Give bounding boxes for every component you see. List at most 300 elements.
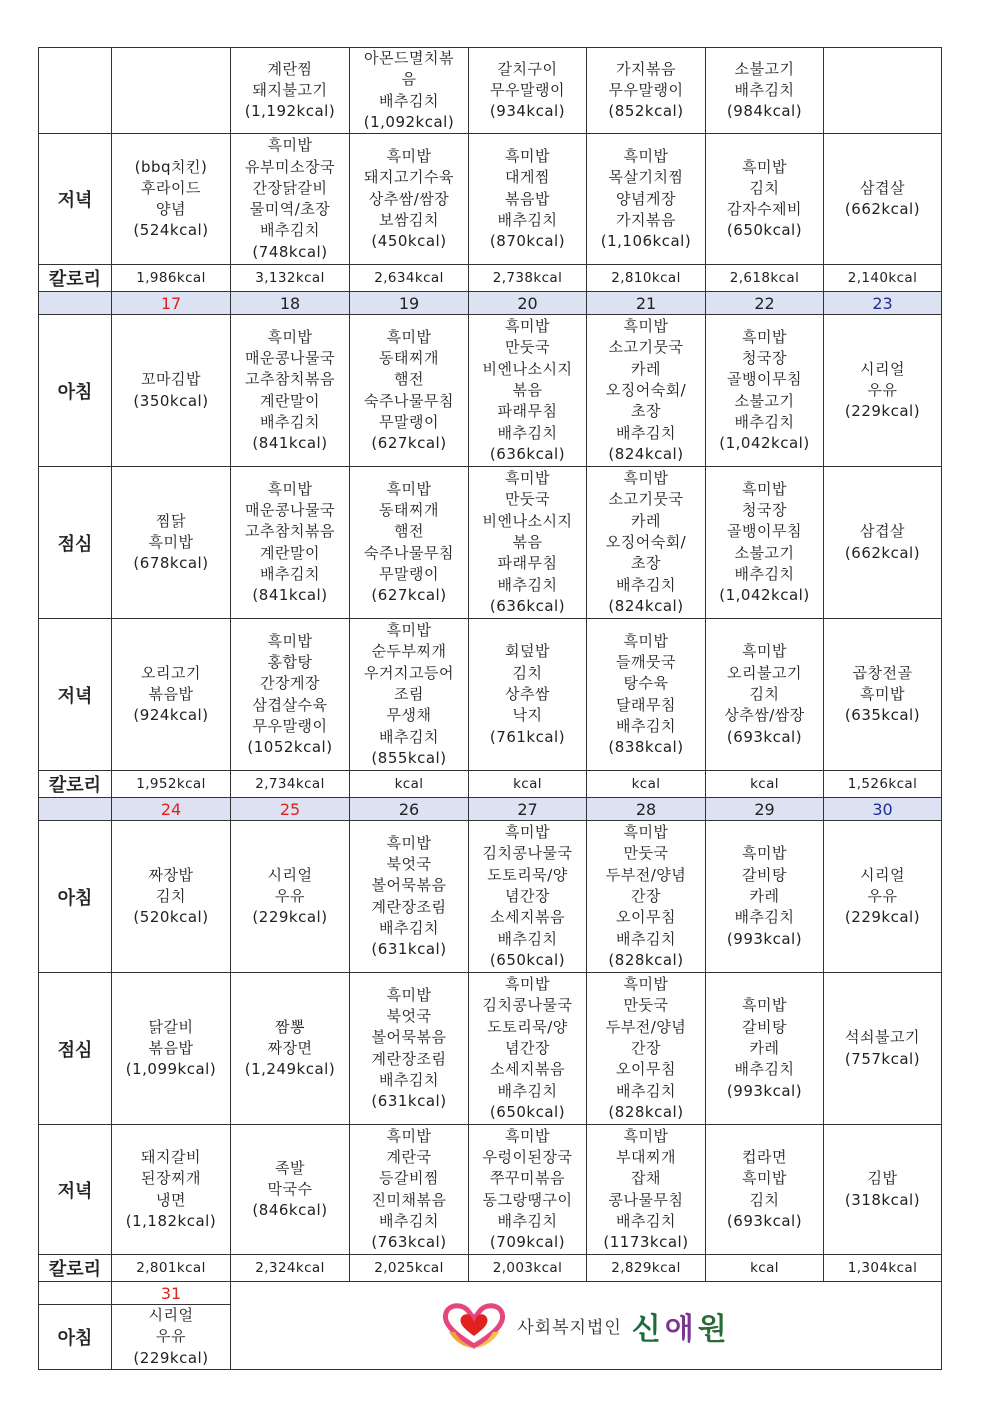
menu-item: 배추김치 bbox=[497, 1211, 558, 1230]
menu-item: 갈비탕 bbox=[742, 1017, 787, 1036]
menu-item: 소세지볶음 bbox=[490, 1060, 565, 1079]
meal-cell bbox=[706, 619, 824, 771]
menu-item: 북엇국 bbox=[386, 855, 432, 874]
menu-item: 오징어숙회/ bbox=[605, 533, 687, 552]
meal-cell bbox=[350, 134, 469, 265]
menu-item: (748kcal) bbox=[252, 242, 328, 261]
menu-item: 배추김치 bbox=[379, 1070, 439, 1089]
meal-cell bbox=[469, 821, 587, 973]
menu-item: 배추김치 bbox=[497, 1081, 558, 1100]
menu-item: 상추쌈/쌈장 bbox=[368, 189, 450, 208]
meal-cell bbox=[706, 134, 824, 265]
menu-item: 아몬드멸치볶 bbox=[364, 49, 454, 67]
menu-item: (520kcal) bbox=[133, 908, 209, 927]
menu-item: 우렁이된장국 bbox=[482, 1148, 573, 1167]
menu-item: 볶음밥 bbox=[148, 685, 194, 704]
date-cell: 20 bbox=[469, 292, 587, 315]
date-corner bbox=[39, 1282, 112, 1305]
date-corner bbox=[39, 292, 112, 315]
menu-item: 삼겹살 bbox=[860, 178, 905, 197]
menu-item: 계란말이 bbox=[260, 543, 320, 562]
menu-item: 흑미밥 bbox=[386, 146, 432, 165]
row-label bbox=[39, 48, 112, 134]
menu-item: 파래무침 bbox=[497, 402, 558, 421]
menu-item: 짜장면 bbox=[267, 1039, 313, 1058]
menu-item: 후라이드 bbox=[141, 178, 201, 197]
meal-cell bbox=[231, 467, 350, 619]
menu-item: 보쌈김치 bbox=[379, 210, 439, 229]
meal-cell bbox=[350, 467, 469, 619]
menu-item: 짬뽕 bbox=[275, 1017, 305, 1036]
calorie-total: 2,801kcal bbox=[112, 1255, 231, 1282]
menu-item: 흑미밥 bbox=[623, 631, 669, 650]
calorie-total: 2,738kcal bbox=[469, 265, 587, 292]
menu-item: (662kcal) bbox=[844, 200, 921, 219]
menu-item: (627kcal) bbox=[371, 586, 447, 605]
menu-item: 흑미밥 bbox=[742, 996, 787, 1015]
menu-item: (855kcal) bbox=[371, 748, 447, 767]
menu-item: 파래무침 bbox=[497, 554, 558, 573]
meal-cell bbox=[231, 134, 350, 265]
date-corner bbox=[39, 798, 112, 821]
meal-cell bbox=[706, 973, 824, 1125]
calorie-label: 칼로리 bbox=[39, 1255, 112, 1282]
menu-item: 우거지고등어 bbox=[364, 663, 454, 682]
meal-cell bbox=[231, 1125, 350, 1255]
menu-item: 숙주나물무침 bbox=[364, 543, 454, 562]
menu-item: 배추김치 bbox=[616, 716, 676, 735]
meal-cell bbox=[824, 619, 942, 771]
menu-item: 소불고기 bbox=[734, 59, 795, 78]
menu-item: 흑미밥 bbox=[623, 1126, 669, 1145]
menu-item: (693kcal) bbox=[726, 1211, 803, 1230]
menu-item: 무말랭이 bbox=[379, 564, 439, 583]
menu-item: 컵라면 bbox=[742, 1148, 787, 1167]
menu-item: 흑미밥 bbox=[386, 1126, 432, 1145]
menu-item: 꼬마김밥 bbox=[141, 370, 201, 389]
calorie-label: 칼로리 bbox=[39, 771, 112, 798]
calorie-total: 2,003kcal bbox=[469, 1255, 587, 1282]
menu-item: 오리고기 bbox=[141, 663, 201, 682]
meal-cell bbox=[824, 134, 942, 265]
menu-item: (824kcal) bbox=[608, 596, 684, 615]
calorie-total: 2,829kcal bbox=[587, 1255, 706, 1282]
organization-name-char: 애 bbox=[664, 1311, 698, 1347]
menu-item: 고추참치볶음 bbox=[245, 370, 335, 389]
menu-item: 잡채 bbox=[631, 1169, 661, 1188]
menu-item: (350kcal) bbox=[133, 391, 209, 410]
menu-item: 탕수육 bbox=[623, 674, 669, 693]
menu-item: 김치 bbox=[512, 663, 543, 682]
menu-item: (650kcal) bbox=[489, 1102, 566, 1121]
meal-cell bbox=[587, 134, 706, 265]
date-cell: 23 bbox=[824, 292, 942, 315]
menu-item: 배추김치 bbox=[379, 727, 439, 746]
menu-item: (761kcal) bbox=[489, 727, 566, 746]
menu-item: 대게찜 bbox=[505, 168, 550, 187]
menu-item: 흑미밥 bbox=[623, 317, 669, 336]
menu-item: 김치 bbox=[749, 178, 780, 197]
menu-item: 볼어묵볶음 bbox=[371, 1028, 447, 1047]
row-label: 저녁 bbox=[39, 1125, 112, 1255]
menu-item: 계란장조림 bbox=[371, 1049, 447, 1068]
meal-cell bbox=[231, 48, 350, 134]
menu-item: 돼지갈비 bbox=[141, 1148, 201, 1167]
menu-item: (828kcal) bbox=[608, 950, 684, 969]
meal-cell bbox=[112, 1305, 231, 1370]
menu-item: 햄전 bbox=[394, 522, 424, 541]
menu-item: (824kcal) bbox=[608, 444, 684, 463]
menu-item: 쭈꾸미볶음 bbox=[490, 1169, 565, 1188]
row-label: 저녁 bbox=[39, 134, 112, 265]
menu-item: (846kcal) bbox=[252, 1201, 328, 1220]
menu-item: 배추김치 bbox=[379, 1211, 439, 1230]
menu-item: 배추김치 bbox=[497, 929, 558, 948]
calorie-total: 2,618kcal bbox=[706, 265, 824, 292]
meal-cell bbox=[231, 821, 350, 973]
menu-item: 흑미밥 bbox=[505, 823, 550, 842]
menu-item: (229kcal) bbox=[844, 908, 921, 927]
menu-item: 간장게장 bbox=[260, 674, 320, 693]
meal-cell bbox=[112, 134, 231, 265]
menu-item: (229kcal) bbox=[252, 908, 328, 927]
menu-item: 흑미밥 bbox=[386, 621, 432, 640]
menu-item: 볶음 bbox=[512, 533, 543, 552]
meal-cell bbox=[112, 48, 231, 134]
menu-item: 흑미밥 bbox=[623, 469, 669, 488]
meal-cell bbox=[231, 619, 350, 771]
calorie-total: 2,324kcal bbox=[231, 1255, 350, 1282]
menu-item: 배추김치 bbox=[734, 1060, 795, 1079]
calorie-total: 1,526kcal bbox=[824, 771, 942, 798]
menu-item: 배추김치 bbox=[734, 564, 795, 583]
menu-item: 배추김치 bbox=[497, 575, 558, 594]
menu-item: 오이무침 bbox=[616, 908, 676, 927]
menu-item: (1173kcal) bbox=[603, 1233, 689, 1252]
calorie-total: 2,634kcal bbox=[350, 265, 469, 292]
menu-item: 오징어숙회/ bbox=[605, 381, 687, 400]
menu-item: 김치 bbox=[749, 1190, 780, 1209]
menu-item: 골뱅이무침 bbox=[727, 522, 802, 541]
menu-item: 닭갈비 bbox=[148, 1017, 194, 1036]
menu-item: 우유 bbox=[156, 1327, 186, 1346]
meal-cell bbox=[587, 619, 706, 771]
menu-item: 볶음밥 bbox=[505, 189, 550, 208]
menu-item: 냉면 bbox=[156, 1190, 186, 1209]
menu-item: (662kcal) bbox=[844, 543, 921, 562]
date-cell: 28 bbox=[587, 798, 706, 821]
menu-item: 들깨뭇국 bbox=[616, 653, 676, 672]
menu-item: 배추김치 bbox=[260, 564, 320, 583]
menu-item: 소불고기 bbox=[734, 543, 795, 562]
row-label: 아침 bbox=[39, 1305, 112, 1370]
menu-item: 흑미밥 bbox=[505, 1126, 550, 1145]
menu-item: 김치 bbox=[156, 887, 186, 906]
menu-item: 물미역/초장 bbox=[249, 200, 331, 219]
meal-cell bbox=[112, 973, 231, 1125]
menu-item: 만둣국 bbox=[623, 996, 669, 1015]
logo-area bbox=[231, 1282, 942, 1370]
calorie-total: 1,986kcal bbox=[112, 265, 231, 292]
menu-item: 흑미밥 bbox=[267, 631, 313, 650]
menu-item: 시리얼 bbox=[860, 359, 905, 378]
menu-item: 배추김치 bbox=[497, 210, 558, 229]
menu-item: 흑미밥 bbox=[386, 833, 432, 852]
meal-cell bbox=[112, 821, 231, 973]
calorie-total: kcal bbox=[469, 771, 587, 798]
menu-item: 흑미밥 bbox=[386, 479, 432, 498]
menu-item: 흑미밥 bbox=[623, 823, 669, 842]
menu-item: 홍합탕 bbox=[267, 653, 313, 672]
menu-item: (984kcal) bbox=[726, 102, 803, 121]
menu-item: 초장 bbox=[631, 554, 661, 573]
menu-item: 김치콩나물국 bbox=[482, 844, 573, 863]
menu-item: 비엔나소시지 bbox=[482, 359, 573, 378]
menu-item: 부대찌개 bbox=[616, 1148, 676, 1167]
meal-cell bbox=[112, 467, 231, 619]
meal-cell bbox=[112, 1125, 231, 1255]
menu-item: (635kcal) bbox=[844, 706, 921, 725]
menu-item: 우유 bbox=[867, 887, 898, 906]
menu-item: 된장찌개 bbox=[141, 1169, 201, 1188]
menu-item: 배추김치 bbox=[497, 423, 558, 442]
meal-cell bbox=[587, 973, 706, 1125]
menu-item: (627kcal) bbox=[371, 434, 447, 453]
menu-item: (934kcal) bbox=[489, 102, 566, 121]
menu-item: (229kcal) bbox=[133, 1348, 209, 1367]
menu-item: (229kcal) bbox=[844, 402, 921, 421]
menu-item: (631kcal) bbox=[371, 1092, 447, 1111]
menu-item: 소고기뭇국 bbox=[608, 338, 684, 357]
menu-item: 조림 bbox=[394, 685, 424, 704]
meal-cell bbox=[587, 1125, 706, 1255]
calorie-total: kcal bbox=[350, 771, 469, 798]
menu-item: 배추김치 bbox=[616, 423, 676, 442]
week1-dinner-row bbox=[39, 134, 942, 265]
meal-cell bbox=[469, 315, 587, 467]
meal-cell bbox=[587, 467, 706, 619]
menu-item: (1,042kcal) bbox=[719, 586, 810, 605]
menu-item: 카레 bbox=[749, 1039, 780, 1058]
menu-item: 카레 bbox=[631, 359, 661, 378]
week1-lunch-row bbox=[39, 48, 942, 134]
calorie-total: 2,734kcal bbox=[231, 771, 350, 798]
menu-item: 감자수제비 bbox=[727, 200, 802, 219]
week3-dinner-row bbox=[39, 1125, 942, 1255]
menu-item: (828kcal) bbox=[608, 1102, 684, 1121]
menu-item: 흑미밥 bbox=[267, 136, 313, 155]
menu-item: (763kcal) bbox=[371, 1233, 447, 1252]
meal-cell bbox=[350, 48, 469, 134]
menu-item: 목살기치찜 bbox=[608, 168, 684, 187]
menu-item: (650kcal) bbox=[489, 950, 566, 969]
menu-item: 배추김치 bbox=[734, 908, 795, 927]
week3-lunch-row bbox=[39, 973, 942, 1125]
meal-cell bbox=[706, 315, 824, 467]
menu-item: (993kcal) bbox=[726, 929, 803, 948]
menu-item: (636kcal) bbox=[489, 444, 566, 463]
menu-item: 소세지볶음 bbox=[490, 908, 565, 927]
menu-item: (1,106kcal) bbox=[600, 232, 692, 251]
menu-item: 흑미밥 bbox=[742, 844, 787, 863]
organization-type: 사회복지법인 bbox=[517, 1318, 622, 1339]
menu-item: 배추김치 bbox=[616, 1081, 676, 1100]
meal-cell bbox=[469, 48, 587, 134]
date-cell: 18 bbox=[231, 292, 350, 315]
menu-item: 배추김치 bbox=[616, 575, 676, 594]
menu-item: 동태찌개 bbox=[379, 349, 439, 368]
menu-item: 념간장 bbox=[505, 887, 550, 906]
menu-item: (1,042kcal) bbox=[719, 434, 810, 453]
row-label: 점심 bbox=[39, 467, 112, 619]
menu-item: 계란찜 bbox=[267, 59, 313, 78]
meal-cell bbox=[350, 1125, 469, 1255]
menu-item: 갈비탕 bbox=[742, 865, 787, 884]
menu-item: 콩나물무침 bbox=[608, 1190, 684, 1209]
menu-item: 동태찌개 bbox=[379, 501, 439, 520]
menu-item: 막국수 bbox=[267, 1180, 313, 1199]
meal-cell bbox=[231, 973, 350, 1125]
meal-cell bbox=[469, 467, 587, 619]
logo bbox=[231, 1302, 941, 1350]
calorie-total: 2,025kcal bbox=[350, 1255, 469, 1282]
date-cell: 24 bbox=[112, 798, 231, 821]
menu-item: 흑미밥 bbox=[386, 327, 432, 346]
menu-item: 찜닭 bbox=[156, 511, 186, 530]
meal-cell bbox=[112, 315, 231, 467]
week3-breakfast-row bbox=[39, 821, 942, 973]
meal-cell bbox=[469, 619, 587, 771]
menu-item: 매운콩나물국 bbox=[245, 349, 335, 368]
menu-item: 흑미밥 bbox=[860, 685, 905, 704]
menu-item: 삼겹살 bbox=[860, 522, 905, 541]
meal-cell bbox=[706, 48, 824, 134]
organization-name-char: 원 bbox=[697, 1311, 731, 1347]
date-cell: 22 bbox=[706, 292, 824, 315]
menu-item: (841kcal) bbox=[252, 434, 328, 453]
menu-item: (1,099kcal) bbox=[125, 1060, 217, 1079]
menu-item: 골뱅이무침 bbox=[727, 370, 802, 389]
menu-item: 오이무침 bbox=[616, 1060, 676, 1079]
menu-item: (1,092kcal) bbox=[363, 112, 455, 131]
menu-item: (650kcal) bbox=[726, 221, 803, 240]
menu-item: (870kcal) bbox=[489, 232, 566, 251]
menu-item: (678kcal) bbox=[133, 554, 209, 573]
menu-item: (1,182kcal) bbox=[125, 1211, 217, 1230]
organization-name-char: 신 bbox=[631, 1311, 665, 1347]
menu-item: 동그랑땡구이 bbox=[482, 1190, 573, 1209]
meal-cell bbox=[350, 973, 469, 1125]
menu-item: (993kcal) bbox=[726, 1081, 803, 1100]
meal-cell bbox=[469, 134, 587, 265]
menu-item: 흑미밥 bbox=[267, 327, 313, 346]
calorie-total: 3,132kcal bbox=[231, 265, 350, 292]
date-cell: 26 bbox=[350, 798, 469, 821]
menu-item: 돼지고기수육 bbox=[364, 168, 454, 187]
date-cell: 27 bbox=[469, 798, 587, 821]
menu-item: 소고기뭇국 bbox=[608, 490, 684, 509]
meal-cell bbox=[706, 467, 824, 619]
menu-item: 흑미밥 bbox=[623, 975, 669, 994]
meal-plan-table bbox=[38, 47, 942, 1370]
menu-item: 낙지 bbox=[512, 706, 543, 725]
calorie-total: kcal bbox=[706, 1255, 824, 1282]
calorie-total: 1,952kcal bbox=[112, 771, 231, 798]
heart-hands-logo-icon bbox=[441, 1302, 507, 1350]
meal-cell bbox=[824, 821, 942, 973]
menu-item: 간장닭갈비 bbox=[252, 178, 328, 197]
menu-item: 순두부찌개 bbox=[371, 642, 447, 661]
menu-item: (841kcal) bbox=[252, 586, 328, 605]
menu-item: 김치콩나물국 bbox=[482, 996, 573, 1015]
menu-item: 비엔나소시지 bbox=[482, 511, 573, 530]
menu-item: 볶음 bbox=[512, 381, 543, 400]
menu-item: 배추김치 bbox=[734, 412, 795, 431]
menu-item: 등갈비찜 bbox=[379, 1169, 439, 1188]
menu-item: 념간장 bbox=[505, 1039, 550, 1058]
menu-item: 숙주나물무침 bbox=[364, 391, 454, 410]
menu-item: 회덮밥 bbox=[505, 642, 550, 661]
menu-item: (1052kcal) bbox=[247, 738, 333, 757]
meal-cell bbox=[350, 619, 469, 771]
menu-item: 계란말이 bbox=[260, 391, 320, 410]
menu-item: 유부미소장국 bbox=[245, 157, 335, 176]
menu-item: 배추김치 bbox=[260, 412, 320, 431]
menu-item: 두부전/양념 bbox=[605, 1017, 687, 1036]
menu-item: 배추김치 bbox=[379, 91, 439, 110]
meal-cell bbox=[587, 821, 706, 973]
menu-item: 도토리묵/양 bbox=[487, 865, 568, 884]
menu-item: 삼겹살수육 bbox=[252, 695, 328, 714]
menu-item: 흑미밥 bbox=[505, 146, 550, 165]
menu-item: (924kcal) bbox=[133, 706, 209, 725]
calorie-label: 칼로리 bbox=[39, 265, 112, 292]
menu-item: 매운콩나물국 bbox=[245, 501, 335, 520]
menu-item: (450kcal) bbox=[371, 232, 447, 251]
row-label: 저녁 bbox=[39, 619, 112, 771]
week2-date-row bbox=[39, 292, 942, 315]
date-cell: 30 bbox=[824, 798, 942, 821]
week2-calorie-row bbox=[39, 771, 942, 798]
menu-item: 배추김치 bbox=[616, 929, 676, 948]
menu-item: (709kcal) bbox=[489, 1233, 566, 1252]
menu-item: 시리얼 bbox=[860, 865, 905, 884]
calorie-total: 2,140kcal bbox=[824, 265, 942, 292]
menu-item: 북엇국 bbox=[386, 1007, 432, 1026]
menu-item: 흑미밥 bbox=[742, 1169, 787, 1188]
menu-item: 진미채볶음 bbox=[371, 1190, 447, 1209]
menu-item: 시리얼 bbox=[148, 1306, 194, 1325]
menu-item: 만둣국 bbox=[505, 490, 550, 509]
menu-item: (318kcal) bbox=[844, 1190, 921, 1209]
menu-item: 상추쌈 bbox=[505, 685, 550, 704]
menu-item: 갈치구이 bbox=[497, 59, 558, 78]
menu-item: (631kcal) bbox=[371, 940, 447, 959]
menu-item: (636kcal) bbox=[489, 596, 566, 615]
calorie-total: kcal bbox=[587, 771, 706, 798]
menu-item: 시리얼 bbox=[267, 865, 313, 884]
date-cell: 29 bbox=[706, 798, 824, 821]
menu-item: 간장 bbox=[631, 1039, 661, 1058]
menu-item: 오리불고기 bbox=[727, 663, 802, 682]
menu-item: 달래무침 bbox=[616, 695, 676, 714]
menu-item: 배추김치 bbox=[616, 1211, 676, 1230]
menu-item: 김치 bbox=[749, 685, 780, 704]
week2-lunch-row bbox=[39, 467, 942, 619]
menu-item: 양념게장 bbox=[616, 189, 676, 208]
menu-item: 고추참치볶음 bbox=[245, 522, 335, 541]
menu-item: 흑미밥 bbox=[742, 479, 787, 498]
